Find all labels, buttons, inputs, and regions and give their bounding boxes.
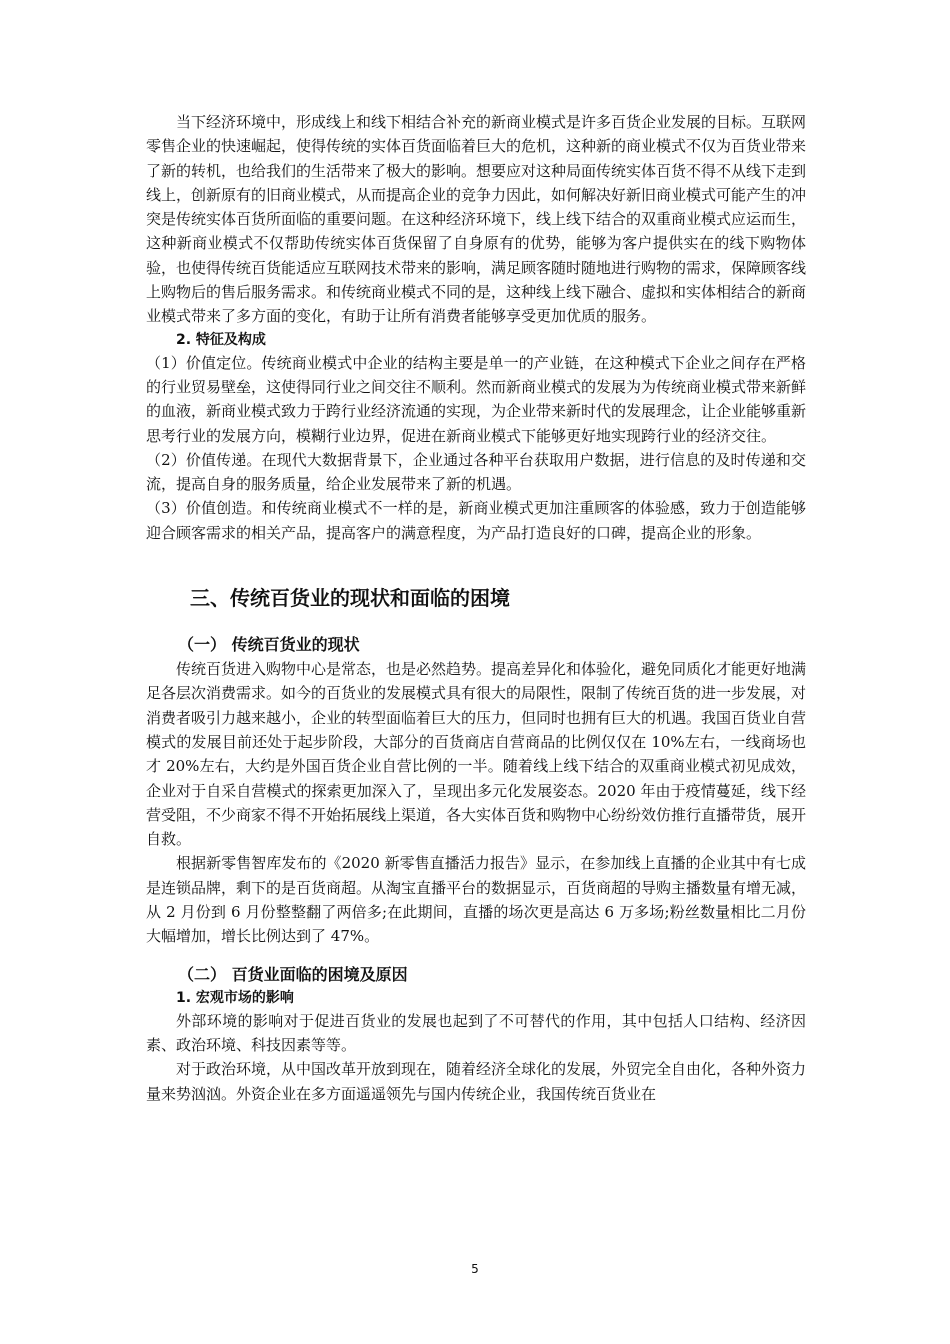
- page-number: 5: [471, 1262, 479, 1276]
- feature-item-1: （1）价值定位。传统商业模式中企业的结构主要是单一的产业链，在这种模式下企业之间存在严格的行业贸易壁垒，这使得同行业之间交往不顺利。然而新商业模式的发展为为传统商业模式带来新鲜的血液，新商业模式致力于跨行业经济流通的实现，为企业带来新时代的发展理念，让企业能够重新思考行业的发展方向，模糊行业边界，促进在新商业模式下能够更好地实现跨行业的经济交往。: [146, 353, 807, 445]
- feature-item-2: （2）价值传递。在现代大数据背景下，企业通过各种平台获取用户数据，进行信息的及时传递和交流，提高自身的服务质量，给企业发展带来了新的机遇。: [146, 450, 806, 494]
- subheading-features: 2. 特征及构成: [176, 331, 266, 348]
- subsection-1-paragraph-1: 传统百货进入购物中心是常态，也是必然趋势。提高差异化和体验化，避免同质化才能更好地满足各层次消费需求。如今的百货业的发展模式具有很大的局限性，限制了传统百货的进一步发展，对消费者吸引力越来越小，企业的转型面临着巨大的压力，但同时也拥有巨大的机遇。我国百货业自营模式的发展目前还处于起步阶段，大部分的百货商店自营商品的比例仅仅在 10%左右，一线商场也才 20%左右，大约是外国百货企业自营比例的一半。随着线上线下结合的双重商业模式初见成效，企业对于自采自营模式的探索更加深入了，呈现出多元化发展姿态。2020 年由于疫情蔓延，线下经营受阻，不少商家不得不开始拓展线上渠道，各大实体百货和购物中心纷纷效仿推行直播带货，展开自救。: [146, 660, 807, 849]
- feature-item-3: （3）价值创造。和传统商业模式不一样的是，新商业模式更加注重顾客的体验感，致力于创造能够迎合顾客需求的相关产品，提高客户的满意程度，为产品打造良好的口碑，提高企业的形象。: [146, 499, 806, 542]
- intro-paragraph: 当下经济环境中，形成线上和线下相结合补充的新商业模式是许多百货企业发展的目标。互联网零售企业的快速崛起，使得传统的实体百货面临着巨大的危机，这种新的商业模式不仅为百货业带来了新的转机，也给我们的生活带来了极大的影响。想要应对这种局面传统实体百货不得不从线下走到线上，创新原有的旧商业模式，从而提高企业的竞争力因此，如何解决好新旧商业模式可能产生的冲突是传统实体百货所面临的重要问题。在这种经济环境下，线上线下结合的双重商业模式应运而生，这种新商业模式不仅帮助传统实体百货保留了自身原有的优势，能够为客户提供实在的线下购物体验，也使得传统百货能适应互联网技术带来的影响，满足顾客随时随地进行购物的需求，保障顾客线上购物后的售后服务需求。和传统商业模式不同的是，这种线上线下融合、虚拟和实体相结合的新商业模式带来了多方面的变化，有助于让所有消费者能够享受更加优质的服务。: [146, 113, 807, 326]
- subsection-1-paragraph-2: 根据新零售智库发布的《2020 新零售直播活力报告》显示，在参加线上直播的企业其中有七成是连锁品牌，剩下的是百货商超。从淘宝直播平台的数据显示，百货商超的导购主播数量有增无减，从 2 月份到 6 月份整整翻了两倍多;在此期间，直播的场次更是高达 6 万多场;粉丝数量相比二月份大幅增加，增长比例达到了 47%。: [146, 854, 807, 946]
- subheading-macro: 1. 宏观市场的影响: [176, 989, 294, 1006]
- subsection-1-title: （一） 传统百货业的现状: [178, 635, 360, 655]
- section-title: 三、传统百货业的现状和面临的困境: [190, 586, 510, 611]
- page-body: [146, 110, 806, 1106]
- subsection-2-title: （二） 百货业面临的困境及原因: [178, 964, 408, 984]
- subsection-2-paragraph-2: 对于政治环境，从中国改革开放到现在，随着经济全球化的发展，外贸完全自由化，各种外资力量来势汹汹。外资企业在多方面遥遥领先与国内传统企业，我国传统百货业在: [146, 1060, 807, 1103]
- subsection-2-paragraph-1: 外部环境的影响对于促进百货业的发展也起到了不可替代的作用，其中包括人口结构、经济因素、政治环境、科技因素等等。: [146, 1011, 806, 1054]
